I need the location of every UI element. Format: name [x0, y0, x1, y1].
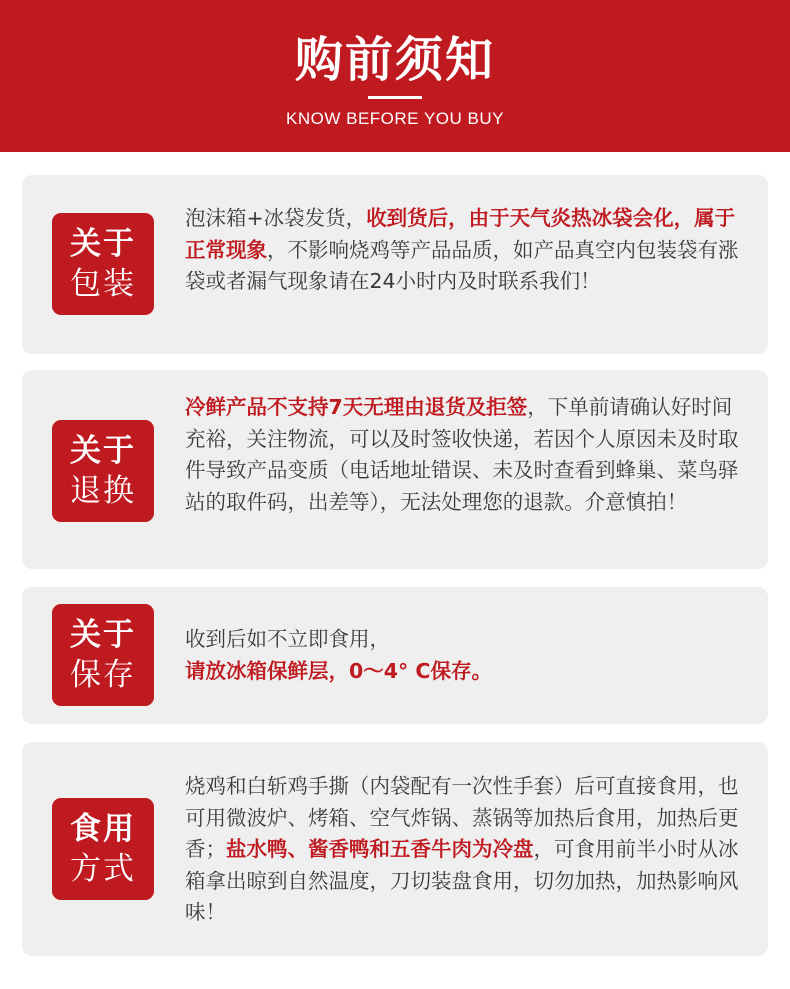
title-divider	[368, 96, 422, 99]
notice-text-highlight: 收到货后，由于天气炎热冰袋会化，属于正常现象	[185, 206, 736, 262]
page-subtitle: KNOW BEFORE YOU BUY	[286, 109, 504, 128]
badge-label-bottom: 包装	[70, 266, 136, 302]
notice-text-segment: 泡沫箱+冰袋发货，	[185, 206, 367, 230]
notice-text-segment: ，可食用前半小时从冰箱拿出晾到自然温度，刀切装盘食用，切勿加热，加热影响风味！	[185, 837, 739, 924]
section-badge-packaging	[52, 213, 154, 315]
notice-text-serving	[185, 771, 747, 929]
notice-text-highlight: 请放冰箱保鲜层，0～4° C保存。	[185, 658, 492, 683]
notice-text-segment: ，下单前请确认好时间充裕，关注物流，可以及时签收快递，若因个人原因未及时取件导致产品变质（电话地址错误、未及时查看到蜂巢、菜鸟驿站的取件码，出差等），无法处理您的退款。介意慎拍！	[185, 395, 739, 514]
notice-text-returns	[185, 392, 747, 518]
badge-label-top: 关于	[70, 433, 136, 469]
notice-card-storage	[22, 587, 768, 724]
notice-text-storage	[185, 624, 747, 687]
section-badge-serving	[52, 798, 154, 900]
badge-label-bottom: 方式	[70, 851, 136, 887]
notice-text-segment: ，不影响烧鸡等产品品质，如产品真空内包装袋有涨袋或者漏气现象请在24小时内及时联系我们！	[185, 237, 739, 293]
notice-text-highlight: 冷鲜产品不支持7天无理由退货及拒签	[185, 395, 528, 419]
notice-text-segment: 烧鸡和白斩鸡手撕（内袋配有一次性手套）后可直接食用，也可用微波炉、烤箱、空气炸锅、蒸锅等加热后食用，加热后更香；	[185, 774, 739, 861]
section-badge-returns	[52, 420, 154, 522]
badge-label-bottom: 退换	[70, 473, 136, 509]
page-title: 购前须知	[294, 32, 495, 88]
badge-label-top: 关于	[70, 617, 136, 653]
badge-label-bottom: 保存	[70, 657, 136, 693]
notice-text-segment: 收到后如不立即食用，	[185, 627, 390, 651]
section-badge-storage	[52, 604, 154, 706]
notice-card-serving	[22, 742, 768, 956]
notice-card-packaging	[22, 175, 768, 354]
notice-text-highlight: 盐水鸭、酱香鸭和五香牛肉为冷盘	[226, 837, 534, 861]
notice-text-packaging	[185, 203, 747, 298]
header-banner	[0, 0, 790, 152]
notice-card-returns	[22, 370, 768, 569]
badge-label-top: 关于	[70, 226, 136, 262]
badge-label-top: 食用	[70, 811, 136, 847]
